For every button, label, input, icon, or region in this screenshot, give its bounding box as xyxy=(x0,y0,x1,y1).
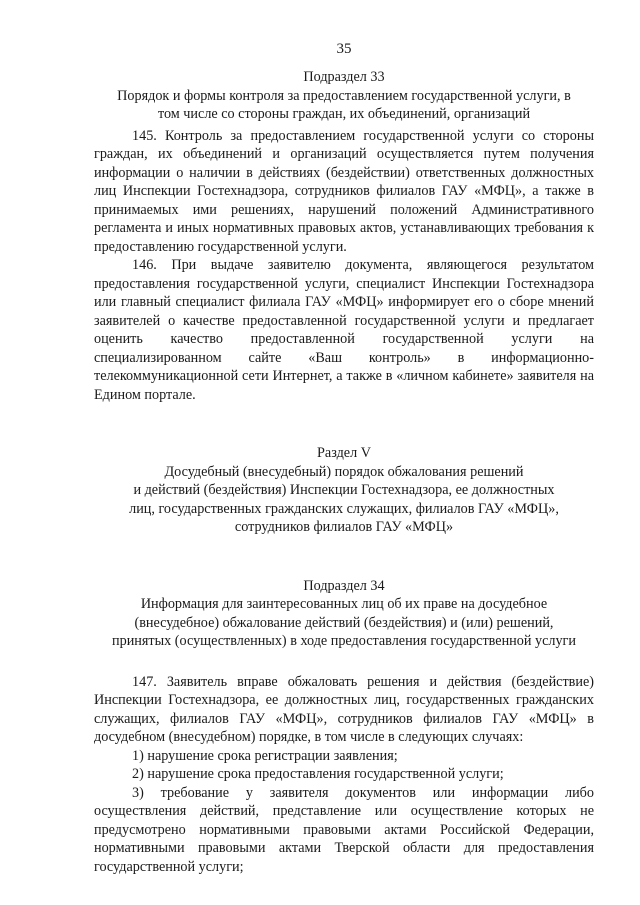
subsection-34-line3: принятых (осуществленных) в ходе предоставления государственной услуги xyxy=(112,633,576,649)
list-item: 1) нарушение срока регистрации заявления; xyxy=(132,747,398,764)
subsection-34-line1: Информация для заинтересованных лиц об их праве на досудебное xyxy=(140,596,548,612)
list-item: 3) требование у заявителя документов или информации либо осуществления действий, представление или осуществление которых не предусмотрено нормативными правовыми актами Российской Федерации, нормативными правовыми актами Тверской области для предоставления государственной услуги; xyxy=(94,784,594,875)
subsection-33-subtitle-line2: том числе со стороны граждан, их объединений, организаций xyxy=(157,106,531,122)
section-5-line1: Досудебный (внесудебный) порядок обжалования решений xyxy=(164,463,524,480)
section-5-line4: сотрудников филиалов ГАУ «МФЦ» xyxy=(234,519,454,535)
section-5-line3: лиц, государственных гражданских служащих, филиалов ГАУ «МФЦ», xyxy=(129,500,559,517)
paragraph-145: 145. Контроль за предоставлением государственной услуги со стороны граждан, их объединений и организаций осуществляется путем получения информации о наличии в действиях (бездействии) ответственных должностных лиц Инспекции Гостехнадзора, сотрудников филиалов ГАУ «МФЦ», а также в принимаемых ими решениях, нарушений положений Административного регламента и иных нормативных правовых актов, устанавливающих требования к предоставлению государственной услуги. xyxy=(94,127,594,255)
list-item: 2) нарушение срока предоставления государственной услуги; xyxy=(132,766,504,782)
page-number: 35 xyxy=(336,41,352,57)
section-5-title: Раздел V xyxy=(317,445,371,461)
subsection-33-subtitle-line1: Порядок и формы контроля за предоставлением государственной услуги, в xyxy=(117,87,571,104)
paragraph-146: 146. При выдаче заявителю документа, являющегося результатом предоставления государственной услуги, специалист Инспекции Гостехнадзора или главный специалист филиала ГАУ «МФЦ» информирует его о сборе мнений заявителей о качестве предоставленной государственной услуги и предлагает оценить качество предоставленной государственной услуги на специализированном сайте «Ваш контроль» в информационно-телекоммуникационной сети Интернет, а также в «личном кабинете» заявителя на Едином портале. xyxy=(94,257,594,403)
section-5-line2: и действий (бездействия) Инспекции Гостехнадзора, ее должностных xyxy=(133,482,555,498)
subsection-33-title: Подраздел 33 xyxy=(303,69,385,85)
subsection-34-line2: (внесудебное) обжалование действий (бездействия) и (или) решений, xyxy=(134,614,554,631)
subsection-34-title: Подраздел 34 xyxy=(303,577,385,594)
paragraph-147-intro: 147. Заявитель вправе обжаловать решения и действия (бездействие) Инспекции Гостехнадзора, ее должностных лиц, государственных гражданских служащих, филиалов ГАУ «МФЦ», сотрудников филиалов ГАУ «МФЦ» в досудебном (внесудебном) порядке, в том числе в следующих случаях: xyxy=(94,673,594,745)
